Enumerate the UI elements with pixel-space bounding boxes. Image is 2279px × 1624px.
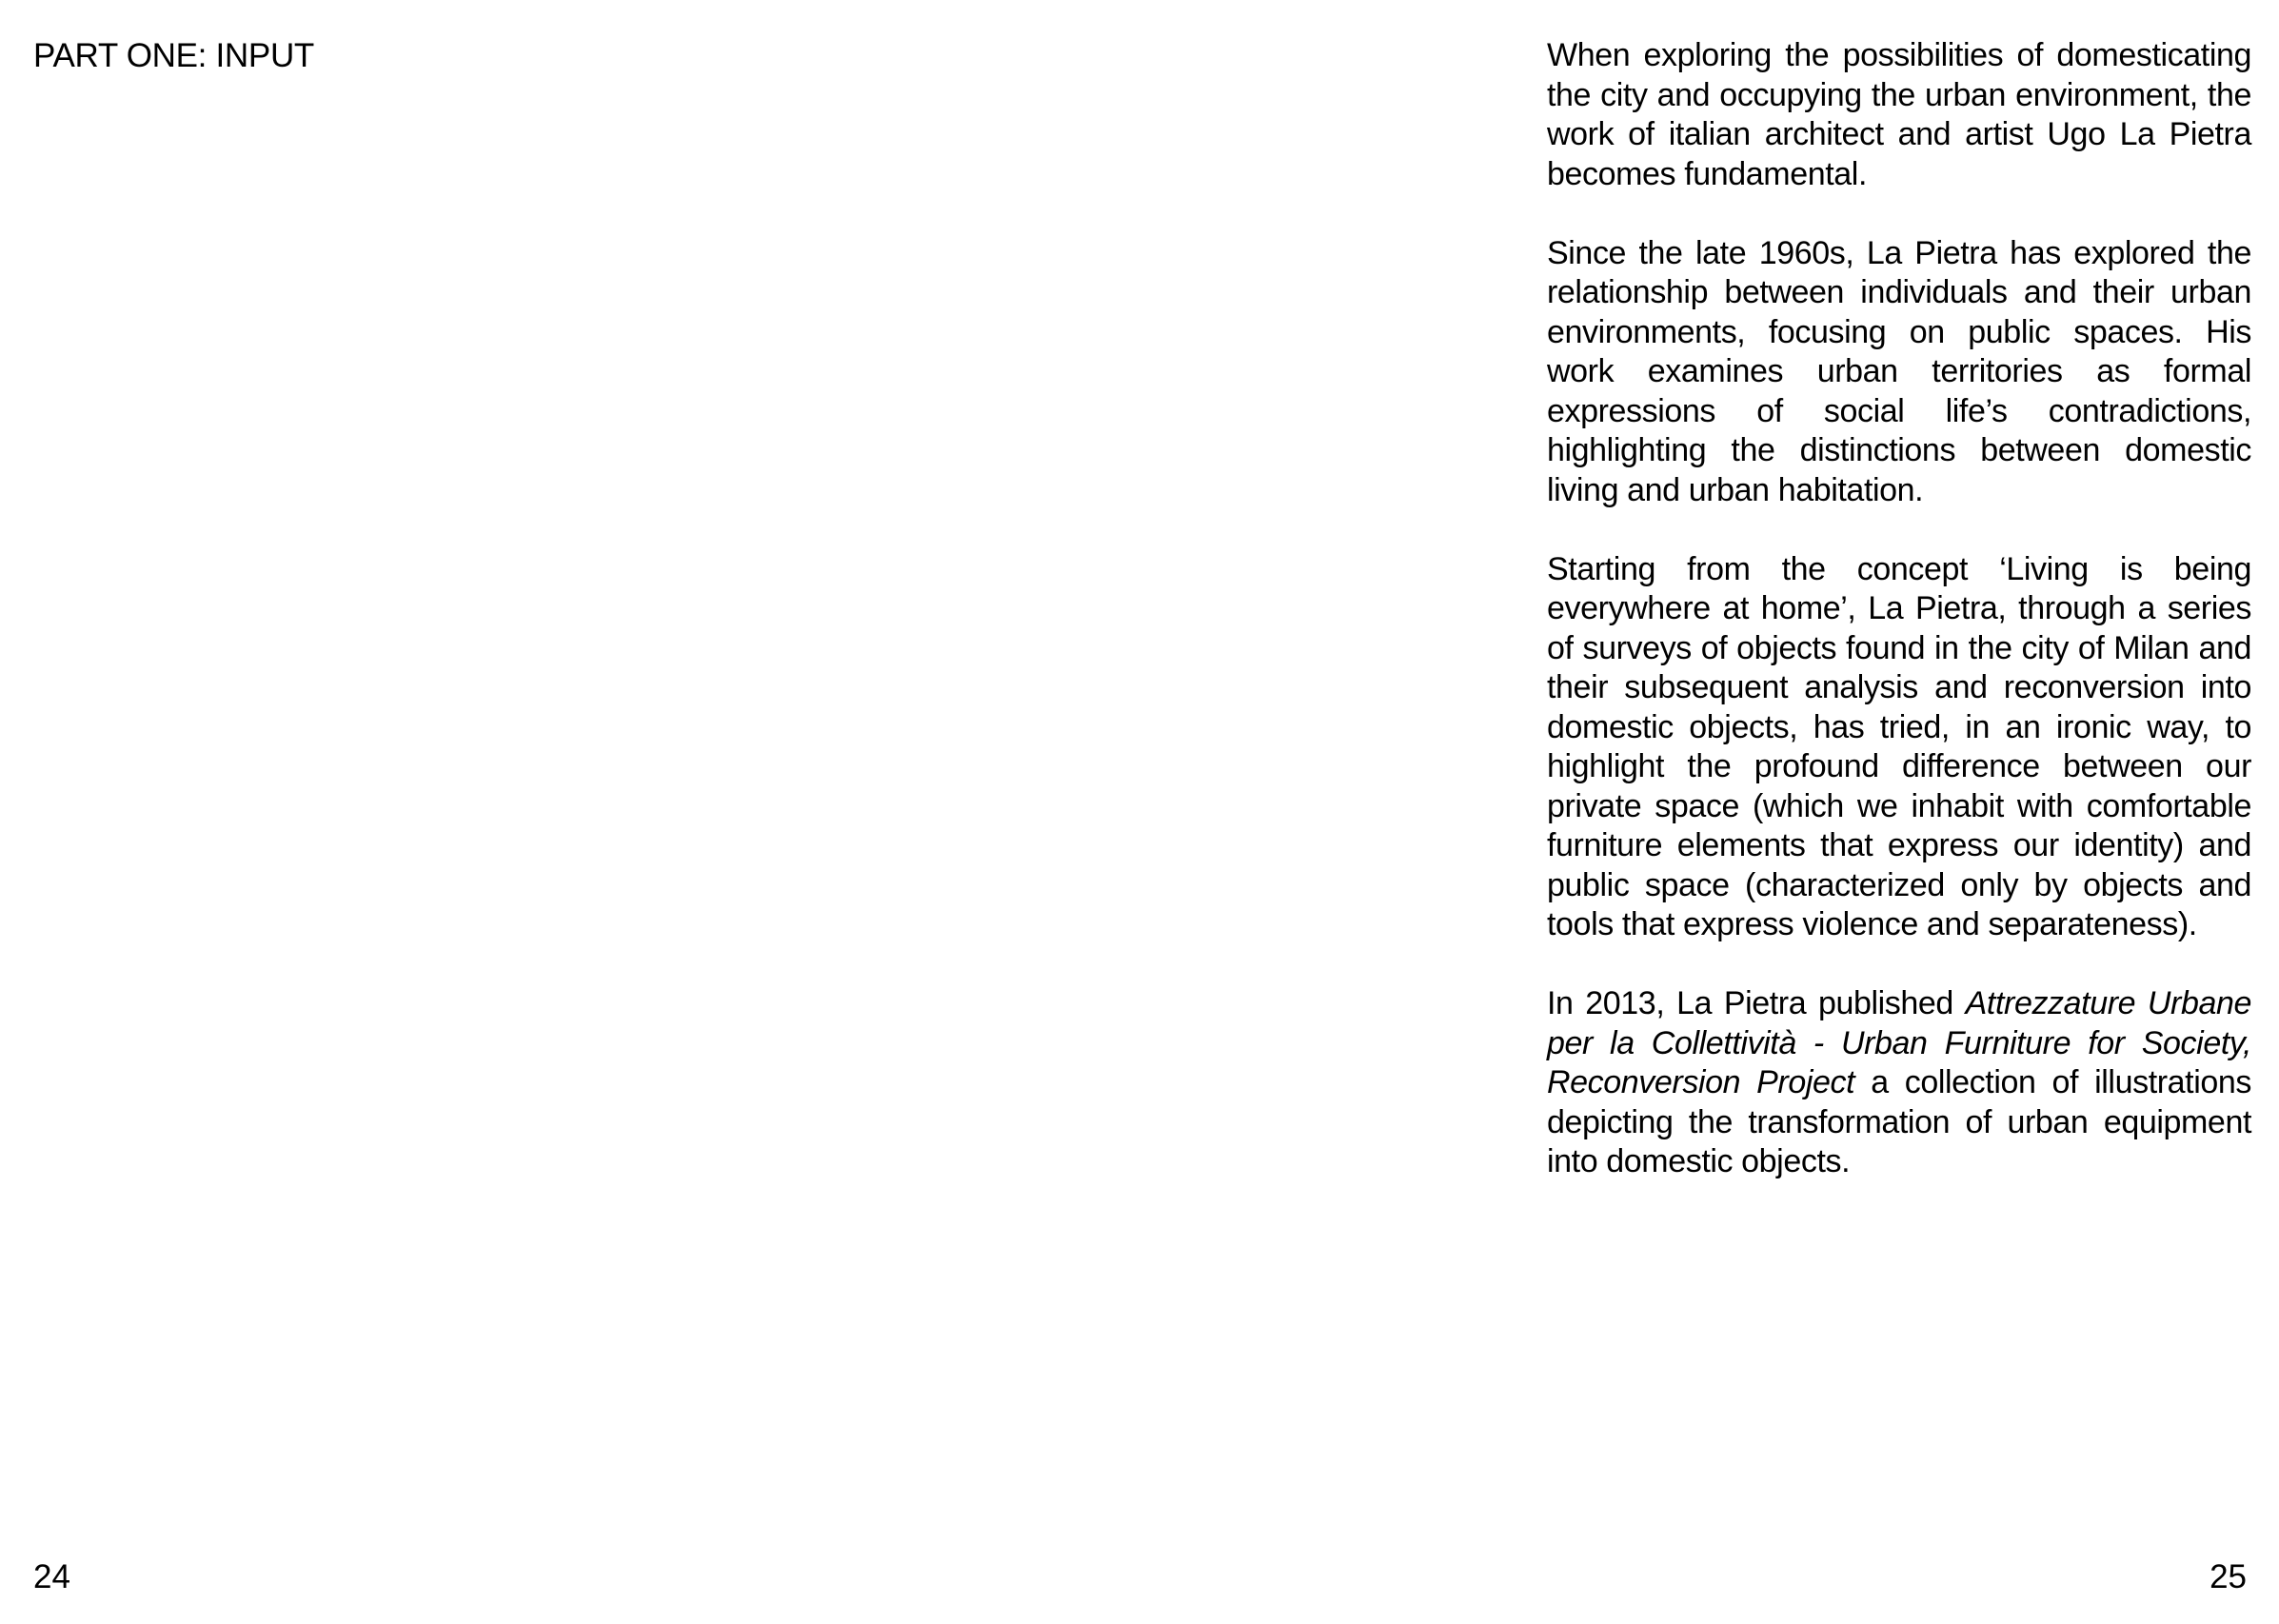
running-head: PART ONE: INPUT — [33, 37, 314, 74]
paragraph-concept: Starting from the concept ‘Living is being everywhere at home’, La Pietra, through a series of surveys of objects found in the city of Milan and their subsequent analysis and reconversion into domestic objects, has tried, in an ironic way, to highlight the profound difference between our private space (which we inhabit with comfortable furniture elements that express our identity) and public space (characterized only by objects and tools that express violence and separateness). — [1547, 550, 2251, 942]
body-text-column — [1547, 36, 2251, 1182]
paragraph-intro: When exploring the possibilities of domesticating the city and occupying the urban environment, the work of italian architect and artist Ugo La Pietra becomes fundamental. — [1547, 37, 2251, 192]
paragraph-history: Since the late 1960s, La Pietra has explored the relationship between individuals and their urban environments, focusing on public spaces. His work examines urban territories as formal expressions of social life’s contradictions, highlighting the distinctions between domestic living and urban habitation. — [1547, 234, 2251, 508]
paragraph-publication — [1547, 984, 2251, 1182]
publication-lead: In 2013, La Pietra published — [1547, 985, 1966, 1021]
page-number-right: 25 — [2210, 1558, 2247, 1595]
publication-title: Attrezzature Urbane per la Collettività - Urban Furniture for Society, Reconversion Project — [1547, 985, 2251, 1100]
publication-tail: a collection of illustrations depicting the transformation of urban equipment into domestic objects. — [1547, 1064, 2251, 1179]
page-number-left: 24 — [33, 1558, 70, 1595]
